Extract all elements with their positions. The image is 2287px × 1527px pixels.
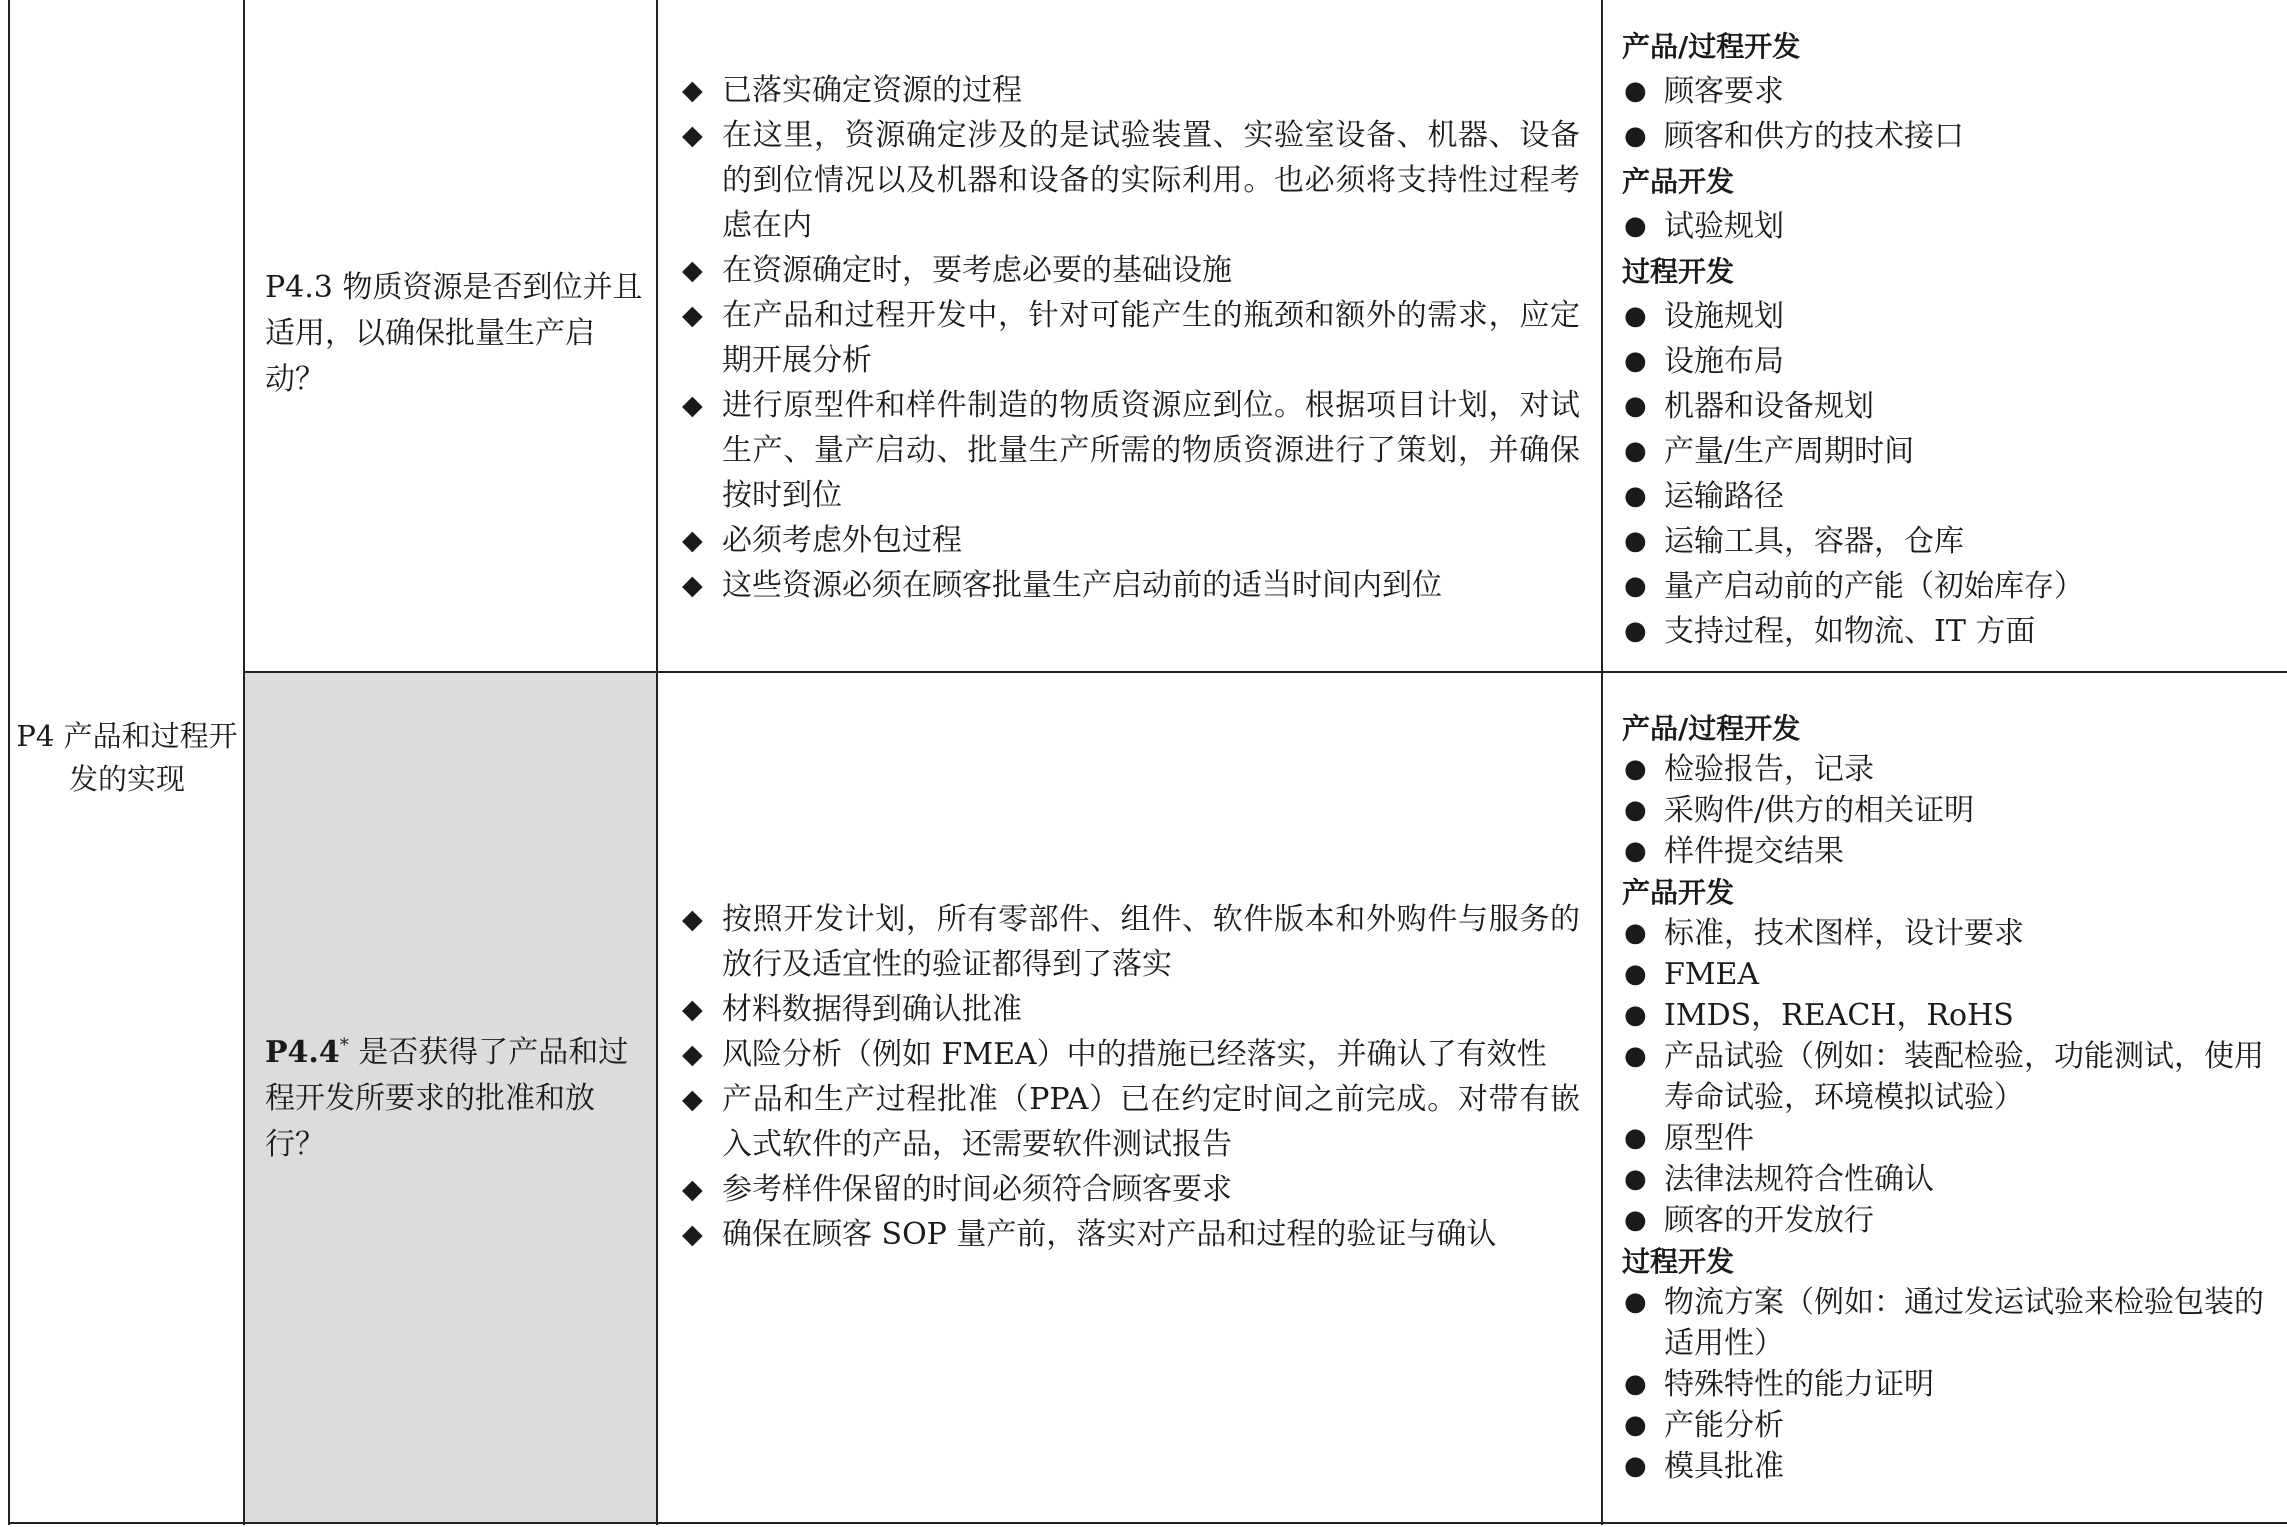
requirement-item: ◆ 产品和生产过程批准（PPA）已在约定时间之前完成。对带有嵌入式软件的产品，还需要软件测试报告 <box>680 1077 1580 1167</box>
requirement-item: ◆ 按照开发计划，所有零部件、组件、软件版本和外购件与服务的放行及适宜性的验证都得到了落实 <box>680 897 1580 987</box>
evidence-item: ● 机器和设备规划 <box>1622 384 2272 429</box>
question-text: 是否获得了产品和过程开发所要求的批准和放行？ <box>265 1035 629 1162</box>
evidence-p4-4 <box>1622 708 2272 1487</box>
column-divider-3 <box>1601 0 1603 1525</box>
row-divider <box>243 671 2287 673</box>
requirement-item: ◆ 已落实确定资源的过程 <box>680 68 1580 113</box>
evidence-item: ● 试验规划 <box>1622 204 2272 249</box>
table-border-bottom <box>8 1522 2287 1524</box>
requirements-p4-4 <box>680 897 1580 1257</box>
evidence-item: ● 物流方案（例如：通过发运试验来检验包装的适用性） <box>1622 1282 2272 1364</box>
evidence-item: ● FMEA <box>1622 954 2272 995</box>
evidence-p4-3 <box>1622 24 2272 654</box>
section-label: P4 产品和过程开发的实现 <box>16 719 238 796</box>
evidence-item: ● IMDS，REACH，RoHS <box>1622 995 2272 1036</box>
evidence-item: ● 采购件/供方的相关证明 <box>1622 790 2272 831</box>
evidence-item: ● 特殊特性的能力证明 <box>1622 1364 2272 1405</box>
requirement-item: ◆ 在这里，资源确定涉及的是试验装置、实验室设备、机器、设备的到位情况以及机器和设备的实际利用。也必须将支持性过程考虑在内 <box>680 113 1580 248</box>
evidence-item: ● 产能分析 <box>1622 1405 2272 1446</box>
evidence-item: ● 检验报告，记录 <box>1622 749 2272 790</box>
requirement-item: ◆ 风险分析（例如 FMEA）中的措施已经落实，并确认了有效性 <box>680 1032 1580 1077</box>
evidence-item: ● 量产启动前的产能（初始库存） <box>1622 564 2272 609</box>
column-divider-2 <box>656 0 658 1525</box>
evidence-item: ● 产量/生产周期时间 <box>1622 429 2272 474</box>
evidence-item: ● 模具批准 <box>1622 1446 2272 1487</box>
evidence-item: ● 法律法规符合性确认 <box>1622 1159 2272 1200</box>
question-p4-3 <box>265 265 643 403</box>
evidence-item: ● 标准，技术图样，设计要求 <box>1622 913 2272 954</box>
requirement-item: ◆ 在资源确定时，要考虑必要的基础设施 <box>680 248 1580 293</box>
evidence-item: ● 设施规划 <box>1622 294 2272 339</box>
requirement-item: ◆ 确保在顾客 SOP 量产前，落实对产品和过程的验证与确认 <box>680 1212 1580 1257</box>
evidence-item: ● 原型件 <box>1622 1118 2272 1159</box>
question-id: P4.4 <box>265 1035 340 1070</box>
evidence-item: ● 样件提交结果 <box>1622 831 2272 872</box>
column-divider-1 <box>243 0 245 1525</box>
evidence-item: ● 设施布局 <box>1622 339 2272 384</box>
requirement-item: ◆ 参考样件保留的时间必须符合顾客要求 <box>680 1167 1580 1212</box>
evidence-item: ● 产品试验（例如：装配检验，功能测试，使用寿命试验，环境模拟试验） <box>1622 1036 2272 1118</box>
evidence-item: ● 运输工具，容器，仓库 <box>1622 519 2272 564</box>
evidence-item: ● 支持过程，如物流、IT 方面 <box>1622 609 2272 654</box>
evidence-heading: 产品/过程开发 <box>1622 30 1801 63</box>
question-p4-4 <box>265 1030 643 1168</box>
question-text: 物质资源是否到位并且适用，以确保批量生产启动？ <box>265 270 643 397</box>
requirements-p4-3 <box>680 68 1580 608</box>
evidence-heading: 过程开发 <box>1622 255 1735 288</box>
requirement-item: ◆ 材料数据得到确认批准 <box>680 987 1580 1032</box>
requirement-item: ◆ 进行原型件和样件制造的物质资源应到位。根据项目计划，对试生产、量产启动、批量生产所需的物质资源进行了策划，并确保按时到位 <box>680 383 1580 518</box>
evidence-item: ● 顾客要求 <box>1622 69 2272 114</box>
evidence-heading: 产品开发 <box>1622 876 1735 909</box>
evidence-item: ● 顾客和供方的技术接口 <box>1622 114 2272 159</box>
table-border-left <box>8 0 10 1525</box>
requirement-item: ◆ 必须考虑外包过程 <box>680 518 1580 563</box>
evidence-heading: 过程开发 <box>1622 1245 1735 1278</box>
evidence-item: ● 运输路径 <box>1622 474 2272 519</box>
requirement-item: ◆ 在产品和过程开发中，针对可能产生的瓶颈和额外的需求，应定期开展分析 <box>680 293 1580 383</box>
evidence-item: ● 顾客的开发放行 <box>1622 1200 2272 1241</box>
question-star: * <box>339 1035 349 1056</box>
requirement-item: ◆ 这些资源必须在顾客批量生产启动前的适当时间内到位 <box>680 563 1580 608</box>
question-id: P4.3 <box>265 270 333 305</box>
evidence-heading: 产品/过程开发 <box>1622 712 1801 745</box>
evidence-heading: 产品开发 <box>1622 165 1735 198</box>
